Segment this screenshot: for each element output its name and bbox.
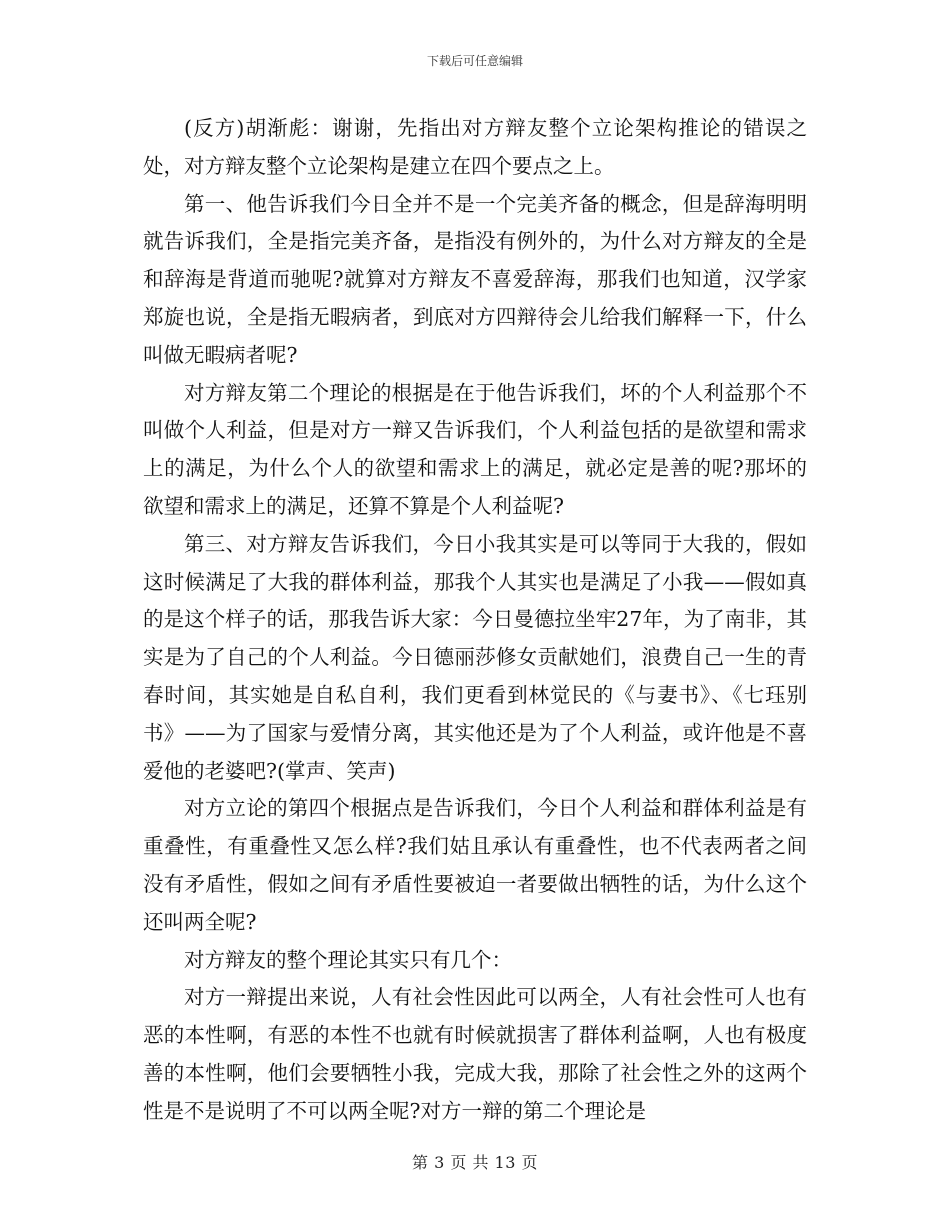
paragraph-3: 对方辩友第二个理论的根据是在于他告诉我们，坏的个人利益那个不叫做个人利益，但是对方一辩又告诉我们，个人利益包括的是欲望和需求上的满足，为什么个人的欲望和需求上的满足，就必定是善的呢?那坏的欲望和需求上的满足，还算不算是个人利益呢?: [143, 380, 807, 518]
paragraph-1: (反方)胡渐彪：谢谢，先指出对方辩友整个立论架构推论的错误之处，对方辩友整个立论架构是建立在四个要点之上。: [143, 116, 807, 178]
document-body: [143, 110, 807, 1131]
paragraph-4: 第三、对方辩友告诉我们，今日小我其实是可以等同于大我的，假如这时候满足了大我的群体利益，那我个人其实也是满足了小我——假如真的是这个样子的话，那我告诉大家：今日曼德拉坐牢27年，为了南非，其实是为了自己的个人利益。今日德丽莎修女贡献她们，浪费自己一生的青春时间，其实她是自私自利，我们更看到林觉民的《与妻书》、《七珏别书》——为了国家与爱情分离，其实他还是为了个人利益，或许他是不喜爱他的老婆吧?(掌声、笑声): [143, 531, 807, 783]
paragraph-2: 第一、他告诉我们今日全并不是一个完美齐备的概念，但是辞海明明就告诉我们，全是指完美齐备，是指没有例外的，为什么对方辩友的全是和辞海是背道而驰呢?就算对方辩友不喜爱辞海，那我们也知道，汉学家郑旋也说，全是指无暇病者，到底对方四辩待会儿给我们解释一下，什么叫做无暇病者呢?: [143, 191, 807, 367]
paragraph-7: 对方一辩提出来说，人有社会性因此可以两全，人有社会性可人也有恶的本性啊，有恶的本性不也就有时候就损害了群体利益啊，人也有极度善的本性啊，他们会要牺牲小我，完成大我，那除了社会性之外的这两个性是不是说明了不可以两全呢?对方一辩的第二个理论是: [143, 985, 807, 1123]
paragraph-6: 对方辩友的整个理论其实只有几个：: [184, 947, 512, 972]
page-header: 下载后可任意编辑: [426, 54, 523, 68]
page-number-footer: 第 3 页 共 13 页: [412, 1153, 538, 1172]
paragraph-5: 对方立论的第四个根据点是告诉我们，今日个人利益和群体利益是有重叠性，有重叠性又怎么样?我们姑且承认有重叠性，也不代表两者之间没有矛盾性，假如之间有矛盾性要被迫一者要做出牺牲的话，为什么这个还叫两全呢?: [143, 796, 807, 934]
